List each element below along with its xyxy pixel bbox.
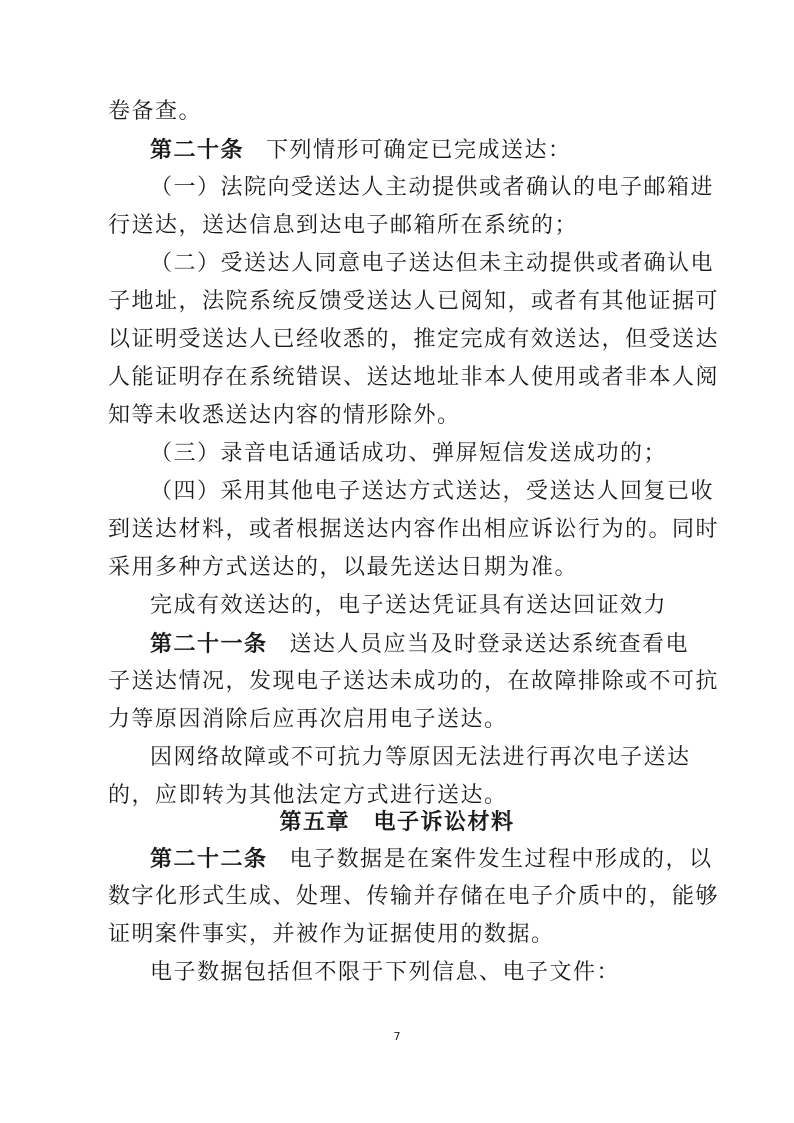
text-line: 采用多种方式送达的，以最先送达日期为准。 <box>108 555 579 580</box>
text-line: 子送达情况，发现电子送达未成功的，在故障排除或不可抗 <box>108 669 720 694</box>
text-line: 人能证明存在系统错误、送达地址非本人使用或者非本人阅 <box>108 365 720 390</box>
text-line: 力等原因消除后应再次启用电子送达。 <box>108 707 508 732</box>
text-line: 的，应即转为其他法定方式进行送达。 <box>108 783 508 808</box>
text-line: 知等未收悉送达内容的情形除外。 <box>108 403 461 428</box>
article-21-text: 送达人员应当及时登录送达系统查看电 <box>289 632 690 657</box>
article-21-heading: 第二十一条 <box>150 631 268 657</box>
text-line: 行送达，送达信息到达电子邮箱所在系统的； <box>108 213 579 238</box>
text-line: 卷备查。 <box>108 99 203 124</box>
text-line: 到送达材料，或者根据送达内容作出相应诉讼行为的。同时 <box>108 517 720 542</box>
article-22-text: 电子数据是在案件发生过程中形成的，以 <box>289 847 713 872</box>
article-20-heading: 第二十条 <box>150 137 245 163</box>
text-line: 电子数据包括但不限于下列信息、电子文件： <box>150 960 621 985</box>
article-22 <box>150 840 730 879</box>
article-20 <box>150 131 730 170</box>
text-line: （一）法院向受送达人主动提供或者确认的电子邮箱进 <box>150 175 715 200</box>
chapter-heading: 第五章 电子诉讼材料 <box>279 810 515 835</box>
text-line: 数字化形式生成、处理、传输并存储在电子介质中的，能够 <box>108 884 720 909</box>
article-22-heading: 第二十二条 <box>150 846 268 872</box>
page-number: 7 <box>393 1030 401 1043</box>
article-21 <box>150 625 730 664</box>
text-line: （四）采用其他电子送达方式送达，受送达人回复已收 <box>150 479 715 504</box>
text-line: 子地址，法院系统反馈受送达人已阅知，或者有其他证据可 <box>108 289 720 314</box>
text-line: 因网络故障或不可抗力等原因无法进行再次电子送达 <box>150 745 691 770</box>
text-line: 以证明受送达人已经收悉的，推定完成有效送达，但受送达 <box>108 327 720 352</box>
text-line: （三）录音电话通话成功、弹屏短信发送成功的； <box>150 441 668 466</box>
text-line: 完成有效送达的，电子送达凭证具有送达回证效力 <box>150 593 668 618</box>
article-20-text: 下列情形可确定已完成送达： <box>266 138 572 163</box>
text-line: （二）受送达人同意电子送达但未主动提供或者确认电 <box>150 251 715 276</box>
text-line: 证明案件事实，并被作为证据使用的数据。 <box>108 922 555 947</box>
